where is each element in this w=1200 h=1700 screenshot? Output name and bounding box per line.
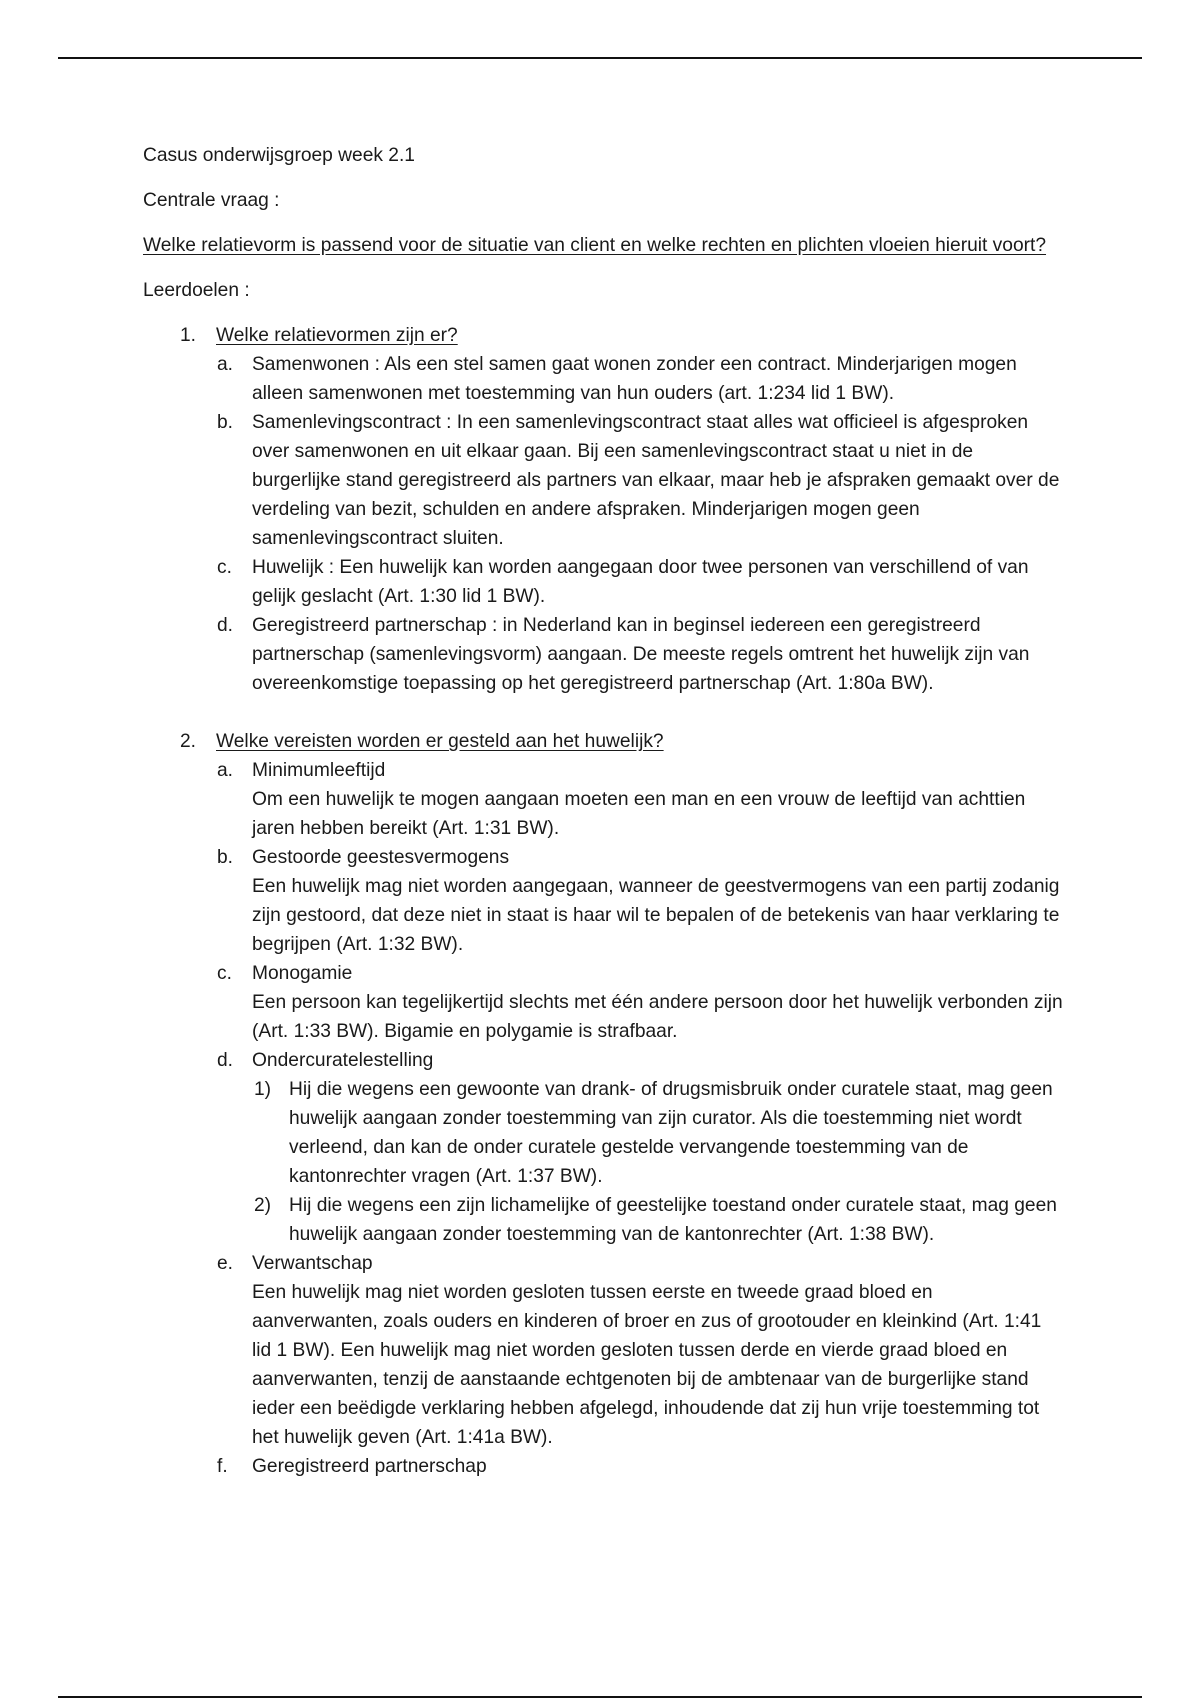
sub-list-item <box>143 1191 1063 1249</box>
sub-list-item <box>143 1075 1063 1191</box>
list-item <box>143 611 1063 698</box>
question-text: Welke relatievormen zijn er? <box>216 325 458 346</box>
list-title: Gestoorde geestesvermogens <box>252 847 510 868</box>
sub-list-number: 1) <box>254 1079 272 1100</box>
list-text: Om een huwelijk te mogen aangaan moeten een man en een vrouw de leeftijd van achttien jaren hebben bereikt (Art. 1:31 BW). <box>252 789 1026 839</box>
central-question: Welke relatievorm is passend voor de situatie van client en welke rechten en plichten vloeien hieruit voort? <box>143 235 1047 256</box>
list-letter: d. <box>217 615 234 636</box>
list-item <box>143 1249 1063 1452</box>
list-item <box>143 1046 1063 1075</box>
document-body <box>143 141 1063 1481</box>
list-item <box>143 959 1063 1046</box>
list-letter: a. <box>217 354 234 375</box>
list-item <box>143 843 1063 959</box>
list-letter: b. <box>217 412 234 433</box>
central-question-label: Centrale vraag : <box>143 190 280 211</box>
spacer <box>143 698 1063 727</box>
list-item <box>143 756 1063 843</box>
list-item <box>143 553 1063 611</box>
list-text: Samenwonen : Als een stel samen gaat wonen zonder een contract. Minderjarigen mogen alleen samenwonen met toestemming van hun ouders (art. 1:234 lid 1 BW). <box>252 354 1017 404</box>
list-text: Een persoon kan tegelijkertijd slechts met één andere persoon door het huwelijk verbonden zijn (Art. 1:33 BW). Bigamie en polygamie is strafbaar. <box>252 992 1063 1042</box>
list-letter: e. <box>217 1253 234 1274</box>
list-letter: d. <box>217 1050 234 1071</box>
list-letter: b. <box>217 847 234 868</box>
list-letter: c. <box>217 963 232 984</box>
question-1 <box>143 321 1063 350</box>
list-item <box>143 408 1063 553</box>
question-text: Welke vereisten worden er gesteld aan het huwelijk? <box>216 731 664 752</box>
list-text: Samenlevingscontract : In een samenlevingscontract staat alles wat officieel is afgesproken over samenwonen en uit elkaar gaan. Bij een samenlevingscontract staat u niet in de burgerlijke stand geregistreerd als partners van elkaar, maar heb je afspraken gemaakt over de verdeling van bezit, schulden en andere afspraken. Minderjarigen mogen geen samenlevingscontract sluiten. <box>252 412 1060 549</box>
list-letter: f. <box>217 1456 228 1477</box>
list-text: Een huwelijk mag niet worden aangegaan, wanneer de geestvermogens van een partij zodanig zijn gestoord, dat deze niet in staat is haar wil te bepalen of de betekenis van haar verklaring te begrijpen (Art. 1:32 BW). <box>252 876 1060 955</box>
question-number: 2. <box>180 731 197 752</box>
sub-list-text: Hij die wegens een zijn lichamelijke of geestelijke toestand onder curatele staat, mag geen huwelijk aangaan zonder toestemming van de kantonrechter (Art. 1:38 BW). <box>289 1195 1057 1245</box>
learning-goals-label: Leerdoelen : <box>143 280 250 301</box>
list-title: Ondercuratelestelling <box>252 1050 434 1071</box>
list-letter: a. <box>217 760 234 781</box>
list-title: Geregistreerd partnerschap <box>252 1456 487 1477</box>
list-text: Een huwelijk mag niet worden gesloten tussen eerste en tweede graad bloed en aanverwanten, zoals ouders en kinderen of broer en zus of grootouder en kleinkind (Art. 1:41 lid 1 BW). Een huwelijk mag niet worden gesloten tussen derde en vierde graad bloed en aanverwanten, tenzij de aanstaande echtgenoten bij de ambtenaar van de burgerlijke stand ieder een beëdigde verklaring hebben afgelegd, inhoudende dat zij hun vrije toestemming tot het huwelijk geven (Art. 1:41a BW). <box>252 1282 1042 1448</box>
list-text: Huwelijk : Een huwelijk kan worden aangegaan door twee personen van verschillend of van gelijk geslacht (Art. 1:30 lid 1 BW). <box>252 557 1029 607</box>
footer-rule <box>58 1696 1142 1698</box>
list-title: Minimumleeftijd <box>252 760 386 781</box>
list-text: Geregistreerd partnerschap : in Nederland kan in beginsel iedereen een geregistreerd partnerschap (samenlevingsvorm) aangaan. De meeste regels omtrent het huwelijk zijn van overeenkomstige toepassing op het geregistreerd partnerschap (Art. 1:80a BW). <box>252 615 1030 694</box>
list-item <box>143 1452 1063 1481</box>
question-2 <box>143 727 1063 756</box>
list-item <box>143 350 1063 408</box>
list-title: Verwantschap <box>252 1253 373 1274</box>
document-title: Casus onderwijsgroep week 2.1 <box>143 145 415 166</box>
list-title: Monogamie <box>252 963 353 984</box>
sub-list-text: Hij die wegens een gewoonte van drank- of drugsmisbruik onder curatele staat, mag geen huwelijk aangaan zonder toestemming van zijn curator. Als die toestemming niet wordt verleend, dan kan de onder curatele gestelde vervangende toestemming van de kantonrechter vragen (Art. 1:37 BW). <box>289 1079 1053 1187</box>
header-rule <box>58 57 1142 59</box>
question-number: 1. <box>180 325 197 346</box>
sub-list-number: 2) <box>254 1195 272 1216</box>
list-letter: c. <box>217 557 232 578</box>
